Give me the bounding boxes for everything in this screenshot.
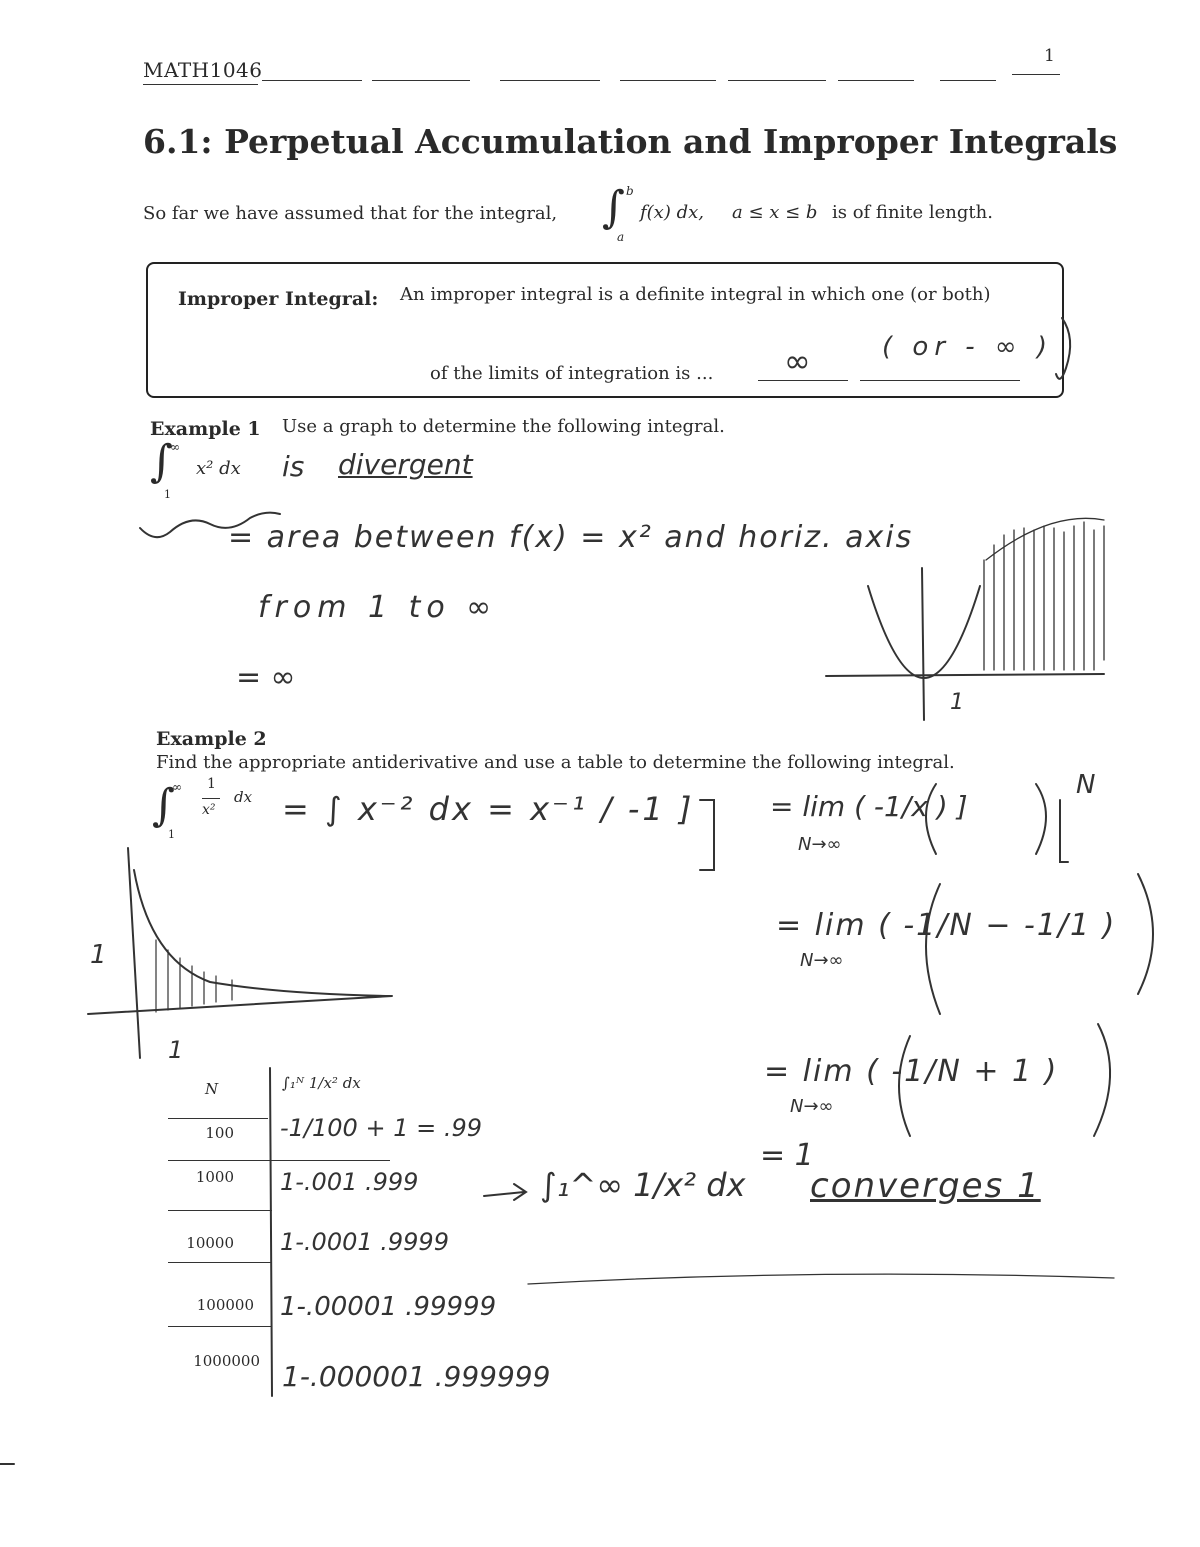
- example2-hand-step1-sub: N→∞: [798, 834, 842, 855]
- course-code: MATH1046: [143, 58, 263, 82]
- table-row-n: 1000000: [193, 1352, 260, 1370]
- table-row-hand: 1-.001 .999: [280, 1168, 419, 1196]
- example2-integrand-den: x²: [202, 802, 216, 818]
- definition-hand-note: ( or - ∞ ): [882, 332, 1053, 362]
- table-row-hand: 1-.000001 .999999: [282, 1360, 551, 1393]
- table-row-hand: -1/100 + 1 = .99: [280, 1114, 482, 1142]
- example1-hand-line2: from 1 to ∞: [258, 590, 498, 625]
- example1-instruction: Use a graph to determine the following integral.: [282, 416, 725, 437]
- table-header-integral: ∫₁ᴺ 1/x² dx: [282, 1074, 361, 1092]
- graph1-y-axis: [922, 568, 924, 720]
- example2-hand-step3-sub: N→∞: [790, 1096, 834, 1117]
- table-row-n: 100: [205, 1124, 234, 1142]
- example2-hand-step4: = 1: [760, 1138, 814, 1173]
- example2-label: Example 2: [156, 728, 267, 750]
- example1-integral-sign: ∫: [150, 436, 173, 487]
- table-row-hand: 1-.0001 .9999: [280, 1228, 449, 1256]
- example1-hand-line3: = ∞: [236, 660, 296, 695]
- example2-integral-sign: ∫: [152, 780, 175, 831]
- intro-integrand: f(x) dx,: [640, 202, 704, 223]
- example2-integrand-num: 1: [207, 776, 216, 792]
- example2-hand-step2: = lim ( -1/N − -1/1 ): [776, 908, 1117, 943]
- conclusion-text: converges 1: [810, 1166, 1041, 1206]
- example2-hand-step3: = lim ( -1/N + 1 ): [764, 1054, 1059, 1089]
- intro-text: So far we have assumed that for the integral,: [143, 203, 558, 224]
- squiggle: [140, 513, 280, 537]
- example2-upper: ∞: [172, 780, 182, 794]
- hyperbola: [134, 870, 390, 996]
- example2-hand-step1: = ∫ x⁻² dx = x⁻¹ / -1 ]: [282, 790, 695, 828]
- example1-hand-result: divergent: [338, 448, 473, 481]
- example2-hand-step1-top: N: [1076, 770, 1096, 800]
- page-title: 6.1: Perpetual Accumulation and Improper Integrals: [143, 122, 1118, 161]
- example2-graph-tick-y: 1: [90, 940, 107, 970]
- integral-sign: ∫: [602, 182, 625, 233]
- table-row-n: 1000: [195, 1168, 234, 1186]
- definition-term: Improper Integral:: [178, 288, 379, 310]
- example2-hand-step2-sub: N→∞: [800, 950, 844, 971]
- example2-integrand-dx: dx: [234, 788, 253, 806]
- example1-hand-line1: = area between f(x) = x² and horiz. axis: [228, 520, 914, 555]
- intro-text-after: is of finite length.: [832, 202, 993, 223]
- definition-text-line2: of the limits of integration is ...: [430, 363, 714, 384]
- example2-hand-step1-lim: = lim ( -1/x ) ]: [770, 790, 968, 823]
- conclusion-integral: ∫₁^∞ 1/x² dx: [540, 1166, 746, 1204]
- definition-hand-answer: ∞: [784, 342, 811, 380]
- graph2-x-axis: [88, 996, 392, 1014]
- table-row-n: 10000: [186, 1234, 234, 1252]
- example1-lower: 1: [164, 488, 171, 501]
- example2-graph-tick-x: 1: [168, 1036, 184, 1064]
- graph1-x-axis: [826, 674, 1104, 676]
- table-row-hand: 1-.00001 .99999: [280, 1292, 497, 1322]
- definition-text-line1: An improper integral is a definite integral in which one (or both): [400, 284, 991, 305]
- example2-instruction: Find the appropriate antiderivative and use a table to determine the following integral.: [156, 752, 955, 773]
- intro-interval: a ≤ x ≤ b: [732, 202, 818, 223]
- table-row-n: 100000: [196, 1296, 254, 1314]
- example1-label: Example 1: [150, 418, 261, 440]
- page-number: 1: [1044, 46, 1055, 66]
- example1-integrand: x² dx: [196, 458, 241, 479]
- table-header-n: N: [205, 1080, 219, 1098]
- intro-upper-limit: b: [626, 184, 634, 198]
- example1-upper: ∞: [170, 440, 180, 454]
- example2-lower: 1: [168, 828, 175, 841]
- intro-lower-limit: a: [617, 230, 625, 244]
- graph2-y-axis: [128, 848, 140, 1058]
- example1-hand-is: is: [282, 450, 305, 483]
- example1-graph-tick: 1: [950, 690, 964, 715]
- box-bracket: [1056, 318, 1070, 379]
